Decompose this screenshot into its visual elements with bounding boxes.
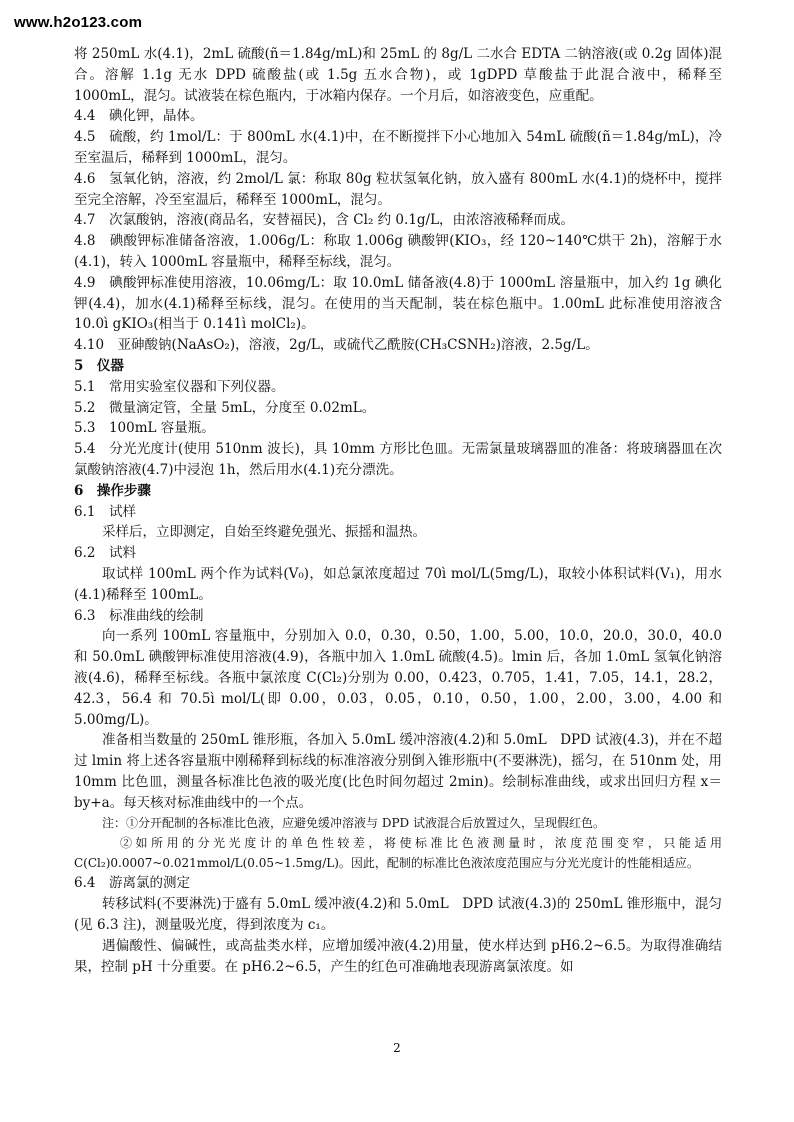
paragraph: 转移试料(不要淋洗)于盛有 5.0mL 缓冲液(4.2)和 5.0mL DPD 试液(4.3)的 250mL 锥形瓶中，混匀(见 6.3 注)，测量吸光度，得到浓度为 c₁。 xyxy=(74,896,722,934)
paragraph: 遇偏酸性、偏碱性，或高盐类水样，应增加缓冲液(4.2)用量，使水样达到 pH6.2~6.5。为取得准确结果，控制 pH 十分重要。在 pH6.2~6.5，产生的红色可准确地表现游离氯浓度。如 xyxy=(74,937,722,975)
paragraph: 将 250mL 水(4.1)，2mL 硫酸(ñ＝1.84g/mL)和 25mL 的 8g/L 二水合 EDTA 二钠溶液(或 0.2g 固体)混合。溶解 1.1g 无水 DPD 硫酸盐(或 1.5g 五水合物)，或 1gDPD 草酸盐于此混合液中，稀释至 1000mL，混匀。试液装在棕色瓶内，于冰箱内保存。一个月后，如溶液变色，应重配。 xyxy=(74,46,722,104)
paragraph: 5.3 100mL 容量瓶。 xyxy=(74,420,215,437)
document-body xyxy=(74,44,722,977)
paragraph: 向一系列 100mL 容量瓶中，分别加入 0.0，0.30，0.50，1.00，5.00，10.0，20.0，30.0，40.0 和 50.0mL 碘酸钾标准使用溶液(4.9)，各瓶中加入 1.0mL 硫酸(4.5)。lmin 后，各加 1.0mL 氢氧化钠溶液(4.6)，稀释至标线。各瓶中氯浓度 C(Cl₂)分别为 0.00，0.423，0.705，1.41，7.05，14.1，28.2，42.3，56.4 和 70.5ì mol/L(即 0.00，0.03，0.05，0.10，0.50，1.00，2.00，3.00，4.00 和 5.00mg/L)。 xyxy=(74,628,722,728)
paragraph: 6.4 游离氯的测定 xyxy=(74,875,190,892)
paragraph: 4.6 氢氧化钠，溶液，约 2mol/L 氯：称取 80g 粒状氢氧化钠，放入盛有 800mL 水(4.1)的烧杯中，搅拌至完全溶解，冷至室温后，稀释至 1000mL，混匀。 xyxy=(74,170,722,208)
paragraph: 4.5 硫酸，约 1mol/L：于 800mL 水(4.1)中，在不断搅拌下小心地加入 54mL 硫酸(ñ＝1.84g/mL)，冷至室温后，稀释到 1000mL，混匀。 xyxy=(74,129,722,166)
paragraph: 5.1 常用实验室仪器和下列仪器。 xyxy=(74,378,285,395)
note-paragraph: 注：①分开配制的各标准比色液，应避免缓冲溶液与 DPD 试液混合后放置过久，呈现假红色。 xyxy=(102,816,605,831)
paragraph: 取试样 100mL 两个作为试料(V₀)，如总氯浓度超过 70ì mol/L(5mg/L)，取较小体积试料(V₁)，用水(4.1)稀释至 100mL。 xyxy=(74,565,722,603)
site-watermark: www.h2o123.com xyxy=(14,14,143,31)
section-heading: 6 操作步骤 xyxy=(74,482,151,499)
paragraph: 5.4 分光光度计(使用 510nm 波长)，具 10mm 方形比色皿。无需氯量玻璃器皿的准备：将玻璃器皿在次氯酸钠溶液(4.7)中浸泡 1h，然后用水(4.1)充分漂洗。 xyxy=(74,441,722,478)
paragraph: 4.7 次氯酸钠，溶液(商品名，安替福民)，含 Cl₂ 约 0.1g/L，由浓溶液稀释而成。 xyxy=(74,212,575,229)
paragraph: 4.10 亚砷酸钠(NaAsO₂)，溶液，2g/L，或硫代乙酰胺(CH₃CSNH₂)溶液，2.5g/L。 xyxy=(74,337,599,354)
paragraph: 5.2 微量滴定管，全量 5mL，分度至 0.02mL。 xyxy=(74,399,376,416)
paragraph: 采样后，立即测定，自始至终避免强光、振摇和温热。 xyxy=(102,524,426,541)
paragraph: 4.4 碘化钾，晶体。 xyxy=(74,108,204,125)
paragraph: 准备相当数量的 250mL 锥形瓶，各加入 5.0mL 缓冲溶液(4.2)和 5.0mL DPD 试液(4.3)，并在不超过 lmin 将上述各容量瓶中刚稀释到标线的标准溶液分别倒入锥形瓶中(不要淋洗)，摇匀，在 510nm 处，用 10mm 比色皿，测量各标准比色液的吸光度(比色时间勿超过 2min)。绘制标准曲线，或求出回归方程 x＝by+a。每天核对标准曲线中的一个点。 xyxy=(74,732,723,811)
paragraph: 6.2 试料 xyxy=(74,545,136,562)
paragraph: 4.8 碘酸钾标准储备溶液，1.006g/L：称取 1.006g 碘酸钾(KIO₃，经 120~140℃烘干 2h)，溶解于水(4.1)，转入 1000mL 容量瓶中，稀释至标线，混匀。 xyxy=(74,233,722,270)
page-number: 2 xyxy=(393,1041,401,1055)
note-paragraph: ②如所用的分光光度计的单色性较差，将使标准比色液测量时，浓度范围变窄，只能适用 C(Cl₂)0.0007~0.021mmol/L(0.05~1.5mg/L)。因此，配制的标准比色液浓度范围应与分光光度计的性能相适应。 xyxy=(74,836,722,871)
section-heading: 5 仪器 xyxy=(74,357,124,374)
paragraph: 4.9 碘酸钾标准使用溶液，10.06mg/L：取 10.0mL 储备液(4.8)于 1000mL 溶量瓶中，加入约 1g 碘化钾(4.4)，加水(4.1)稀释至标线，混匀。在使用的当天配制，装在棕色瓶中。1.00mL 此标准使用溶液含 10.0ì gKIO₃(相当于 0.141ì molCl₂)。 xyxy=(74,274,722,333)
paragraph: 6.1 试样 xyxy=(74,503,136,520)
paragraph: 6.3 标准曲线的绘制 xyxy=(74,607,204,624)
